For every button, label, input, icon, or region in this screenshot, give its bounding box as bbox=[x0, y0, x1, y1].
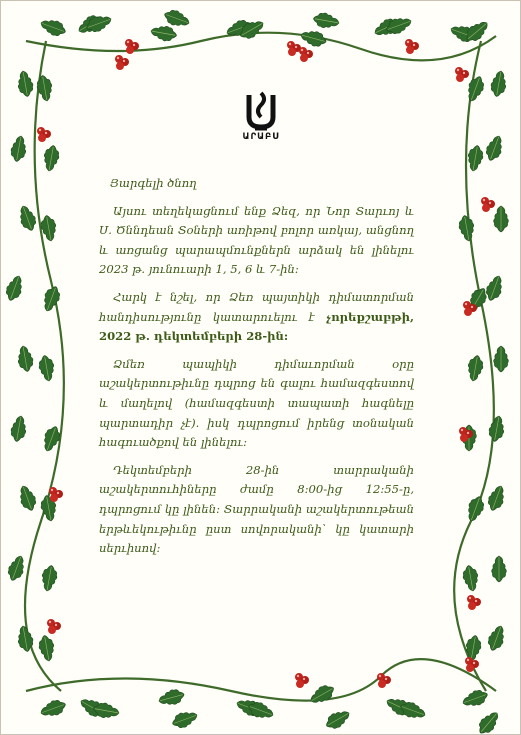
holly-berries bbox=[115, 55, 129, 70]
school-logo bbox=[237, 91, 285, 142]
holly-leaf bbox=[38, 16, 67, 39]
holly-leaf bbox=[483, 273, 506, 302]
paragraph-holidays: Այսու տեղեկացնում ենք Ձեզ, որ Նոր Տարւոյ և Ս. Ծննդեան Տօների առիթով բոլոր առկայ, անցնող և առցանց պարապմունքներն արձակ են լինելու 2023 թ. յունուարի 1, 5, 6 և 7-ին: bbox=[99, 203, 414, 277]
holly-leaf bbox=[466, 354, 485, 382]
paragraph-dress-code: Ձմեռ պապիկի դիմաւորման օրը աշակերտութիւնը դպրոց են գալու համազգեստով և մաղելով (համազգեստի տապատի հագնելը պարտադիր չէ). իսկ դպրոցում իրենց տօնական հագուածքով են լինելու: bbox=[99, 356, 414, 450]
holly-berries bbox=[405, 39, 419, 54]
holly-berries bbox=[299, 47, 313, 62]
paragraph-santa-date bbox=[99, 288, 414, 347]
holly-leaf bbox=[3, 273, 26, 302]
holly-leaf bbox=[37, 354, 56, 382]
holly-leaf bbox=[461, 564, 480, 592]
holly-berries bbox=[481, 197, 495, 212]
arabs-school-logo-icon bbox=[241, 91, 281, 131]
holly-leaf bbox=[16, 345, 35, 373]
holly-leaf bbox=[16, 70, 35, 98]
holly-leaf bbox=[307, 682, 337, 708]
holly-berries bbox=[295, 673, 309, 688]
holly-berries bbox=[37, 127, 51, 142]
holly-leaf bbox=[157, 687, 186, 708]
holly-berries bbox=[287, 41, 301, 56]
holly-leaf bbox=[457, 214, 476, 242]
holly-leaf bbox=[38, 697, 67, 720]
holly-leaf bbox=[492, 556, 507, 582]
holly-leaf bbox=[483, 133, 506, 162]
paragraph-schedule: Դեկտեմբերի 28-ին տարրականի աշակերտուհիները ժամը 8:00-ից 12:55-ը, դպրոցում կը լինեն: Տարրականի աշակերտութեան երթևեկութիւնը ըստ սովորականի՝ կը կատարի սերւիսով: bbox=[99, 462, 414, 556]
event-date: չորեքշաբթի, 2022 թ. դեկտեմբերի 28-ին: bbox=[99, 309, 414, 344]
holly-berries bbox=[377, 673, 391, 688]
holly-berries bbox=[467, 595, 481, 610]
holly-leaf bbox=[5, 553, 28, 582]
holly-leaf bbox=[40, 284, 63, 313]
holly-leaf bbox=[312, 11, 340, 30]
holly-leaf bbox=[464, 74, 487, 103]
holly-berries bbox=[125, 39, 139, 54]
holly-leaf bbox=[494, 206, 509, 232]
holly-leaf bbox=[299, 28, 328, 49]
holly-leaf bbox=[464, 494, 487, 523]
holly-leaf bbox=[494, 346, 509, 372]
logo-text: ԱՐԱԲՍ bbox=[242, 132, 280, 142]
holly-leaf bbox=[323, 707, 353, 733]
holly-leaf bbox=[487, 415, 506, 443]
holly-leaf bbox=[485, 483, 508, 512]
holly-leaf bbox=[170, 708, 199, 731]
holly-berries bbox=[465, 657, 479, 672]
holly-leaf bbox=[150, 24, 178, 43]
paragraph-santa-date-text: Հարկ է նշել, որ Ձեռ պայտիկի դիմատորման հանդիսությունը կատարուելու է bbox=[99, 289, 414, 324]
holly-berries bbox=[49, 487, 63, 502]
greeting: Յարգելի ծնող bbox=[110, 176, 197, 190]
holly-berries bbox=[455, 67, 469, 82]
holly-leaf bbox=[16, 483, 39, 512]
holly-leaf bbox=[466, 144, 485, 172]
holly-leaf bbox=[489, 70, 508, 98]
holly-leaf bbox=[475, 708, 503, 734]
holly-leaf bbox=[9, 415, 28, 443]
holly-berries bbox=[47, 619, 61, 634]
holly-leaf bbox=[42, 144, 61, 172]
holly-leaf bbox=[37, 634, 56, 662]
holly-leaf bbox=[9, 135, 28, 163]
holly-leaf bbox=[485, 623, 508, 652]
holly-leaf bbox=[40, 564, 59, 592]
holly-leaf bbox=[16, 203, 39, 232]
letter-body bbox=[99, 174, 414, 567]
